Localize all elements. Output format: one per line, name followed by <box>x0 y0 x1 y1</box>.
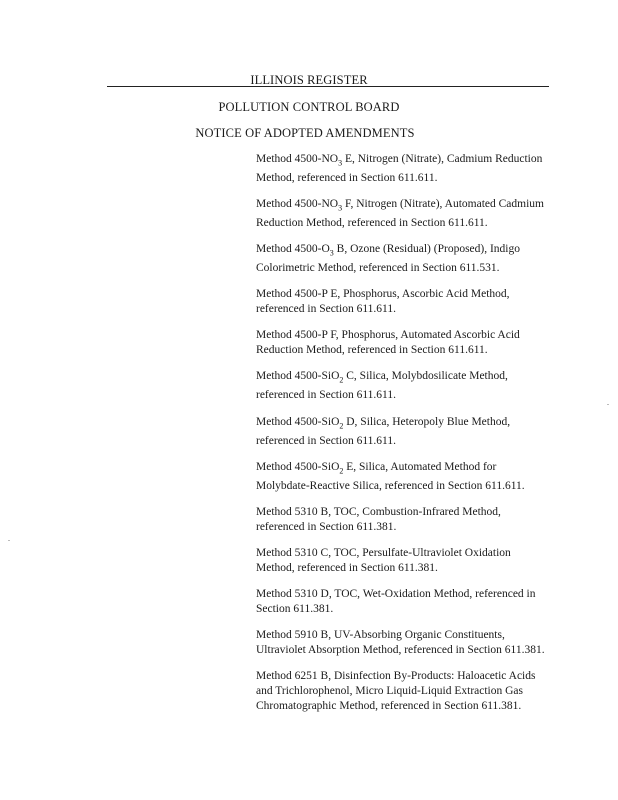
scan-speck <box>607 404 609 405</box>
method-description: Method 5310 B, TOC, Combustion-Infrared Method, referenced in Section 611.381. <box>256 506 501 533</box>
method-entry <box>256 328 546 357</box>
method-id: Method 4500-SiO <box>256 415 340 428</box>
method-description: B, Ozone (Residual) (Proposed), Indigo Colorimetric Method, referenced in Section 611.531. <box>256 243 520 274</box>
scan-speck <box>8 540 10 541</box>
method-entry <box>256 369 546 403</box>
method-entry <box>256 242 546 276</box>
method-subscript: 2 <box>339 375 344 385</box>
method-list <box>256 152 546 724</box>
method-subscript: 2 <box>339 466 344 476</box>
method-subscript: 3 <box>338 158 343 168</box>
method-entry <box>256 460 546 494</box>
method-entry <box>256 287 546 316</box>
method-id: Method 4500-NO <box>256 198 339 211</box>
method-id: Method 4500-SiO <box>256 460 340 473</box>
board-title: POLLUTION CONTROL BOARD <box>218 100 400 114</box>
method-entry <box>256 546 546 575</box>
method-subscript: 2 <box>339 420 344 430</box>
method-description: E, Nitrogen (Nitrate), Cadmium Reduction Method, referenced in Section 611.611. <box>256 153 543 184</box>
method-entry <box>256 587 546 616</box>
method-entry <box>256 197 546 231</box>
method-description: Method 4500-P F, Phosphorus, Automated Ascorbic Acid Reduction Method, referenced in Section 611.611. <box>256 329 520 356</box>
method-entry <box>256 628 546 657</box>
method-description: Method 6251 B, Disinfection By-Products: Haloacetic Acids and Trichlorophenol, Micro Liquid-Liquid Extraction Gas Chromatographic Method, referenced in Section 611.381. <box>256 670 536 712</box>
method-description: E, Silica, Automated Method for Molybdate-Reactive Silica, referenced in Section 611.611. <box>256 460 525 492</box>
method-entry <box>256 415 546 449</box>
method-subscript: 3 <box>329 248 334 258</box>
method-description: F, Nitrogen (Nitrate), Automated Cadmium Reduction Method, referenced in Section 611.611. <box>256 198 544 230</box>
method-entry <box>256 505 546 534</box>
method-entry <box>256 152 546 186</box>
notice-title: NOTICE OF ADOPTED AMENDMENTS <box>195 126 415 140</box>
method-description: D, Silica, Heteropoly Blue Method, referenced in Section 611.611. <box>256 415 511 447</box>
method-description: Method 4500-P E, Phosphorus, Ascorbic Acid Method, referenced in Section 611.611. <box>256 288 510 315</box>
method-description: Method 5310 D, TOC, Wet-Oxidation Method, referenced in Section 611.381. <box>256 588 536 615</box>
register-title: ILLINOIS REGISTER <box>250 73 368 87</box>
method-entry <box>256 669 546 713</box>
method-description: Method 5910 B, UV-Absorbing Organic Constituents, Ultraviolet Absorption Method, referenced in Section 611.381. <box>256 629 545 656</box>
method-description: Method 5310 C, TOC, Persulfate-Ultraviolet Oxidation Method, referenced in Section 611.381. <box>256 547 511 574</box>
method-description: C, Silica, Molybdosilicate Method, referenced in Section 611.611. <box>256 370 508 402</box>
method-id: Method 4500-SiO <box>256 370 340 383</box>
method-subscript: 3 <box>338 203 343 213</box>
method-id: Method 4500-NO <box>256 153 339 165</box>
method-id: Method 4500-O <box>256 243 330 255</box>
